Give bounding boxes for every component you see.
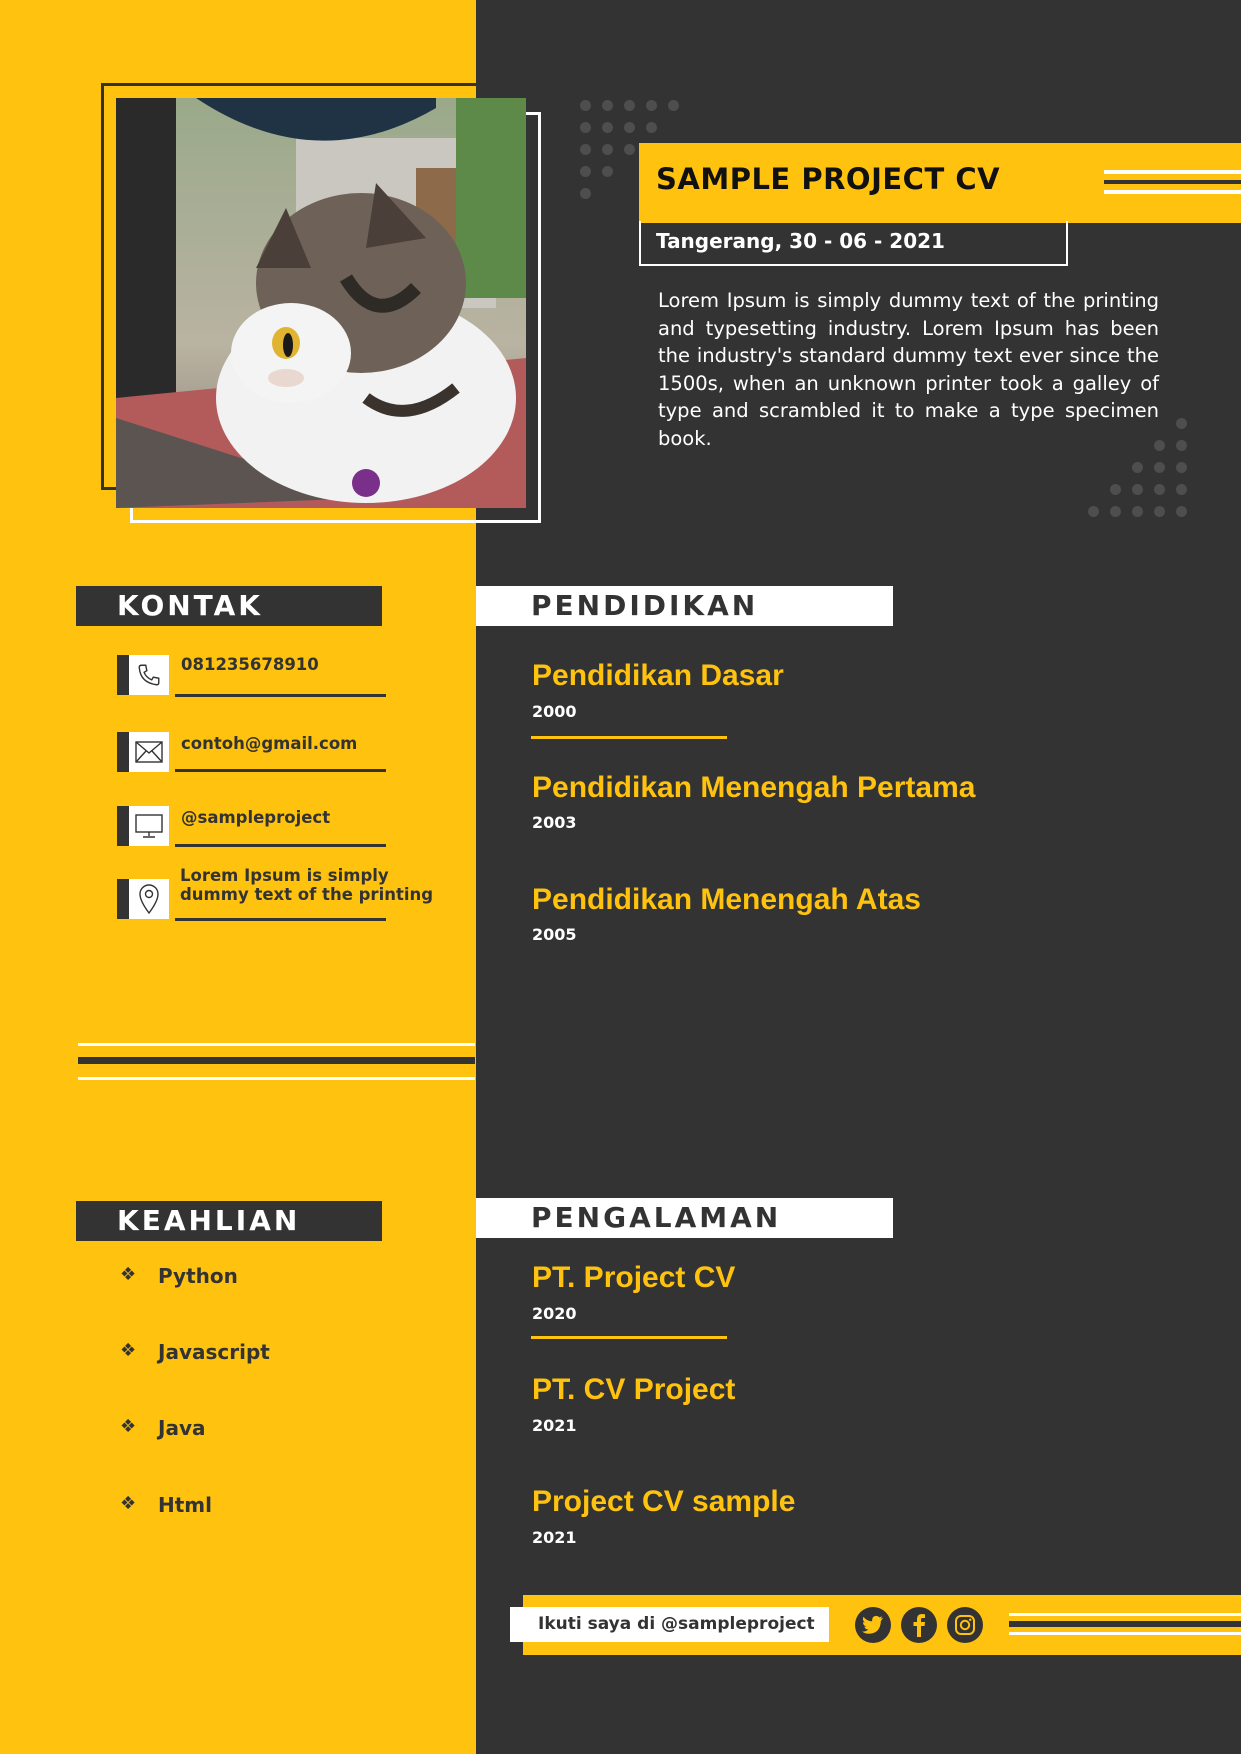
phone-icon <box>129 655 169 695</box>
experience-year: 2020 <box>532 1304 577 1323</box>
date-text: Tangerang, 30 - 06 - 2021 <box>656 229 945 253</box>
contact-underline <box>175 694 386 697</box>
education-title: Pendidikan Menengah Pertama <box>532 771 976 804</box>
title-stripe-light-2 <box>1104 190 1241 194</box>
monitor-icon <box>129 806 169 846</box>
skills-heading: KEAHLIAN <box>76 1201 382 1241</box>
experience-heading: PENGALAMAN <box>476 1198 893 1238</box>
experience-title: PT. Project CV <box>532 1261 736 1294</box>
mail-icon <box>129 732 169 772</box>
twitter-icon[interactable] <box>855 1607 891 1643</box>
left-divider-dark <box>78 1057 475 1064</box>
education-year: 2000 <box>532 702 577 721</box>
page-title: SAMPLE PROJECT CV <box>656 162 1001 196</box>
diamond-bullet-icon: ❖ <box>120 1493 137 1514</box>
contact-social-text: @sampleproject <box>181 808 331 827</box>
facebook-icon[interactable] <box>901 1607 937 1643</box>
experience-underline <box>531 1336 727 1339</box>
diamond-bullet-icon: ❖ <box>120 1416 137 1437</box>
contact-underline <box>175 769 386 772</box>
contact-icon-bar <box>117 806 129 846</box>
contact-icon-bar <box>117 879 129 919</box>
title-stripe-dark <box>1104 180 1241 184</box>
left-divider-light-2 <box>78 1077 475 1080</box>
profile-photo <box>116 98 526 508</box>
title-stripe-light <box>1104 170 1241 174</box>
footer-stripe-light <box>1009 1613 1241 1616</box>
contact-address-text: Lorem Ipsum is simply dummy text of the printing <box>180 866 434 904</box>
education-title: Pendidikan Dasar <box>532 659 784 692</box>
instagram-icon[interactable] <box>947 1607 983 1643</box>
left-divider-light <box>78 1043 475 1046</box>
skill-label: Html <box>158 1493 212 1517</box>
skill-label: Javascript <box>158 1340 270 1364</box>
contact-underline <box>175 844 386 847</box>
experience-title: Project CV sample <box>532 1485 796 1518</box>
experience-title: PT. CV Project <box>532 1373 736 1406</box>
education-heading: PENDIDIKAN <box>476 586 893 626</box>
footer-follow-text: Ikuti saya di @sampleproject <box>538 1614 815 1634</box>
contact-email-text: contoh@gmail.com <box>181 734 358 753</box>
contact-icon-bar <box>117 655 129 695</box>
skill-label: Python <box>158 1264 238 1288</box>
skill-label: Java <box>158 1416 206 1440</box>
footer-stripe-light-2 <box>1009 1632 1241 1635</box>
location-pin-icon <box>129 879 169 919</box>
experience-year: 2021 <box>532 1528 577 1547</box>
education-year: 2005 <box>532 925 577 944</box>
contact-heading: KONTAK <box>76 586 382 626</box>
education-year: 2003 <box>532 813 577 832</box>
diamond-bullet-icon: ❖ <box>120 1264 137 1285</box>
education-title: Pendidikan Menengah Atas <box>532 883 921 916</box>
cat-photo-illustration <box>116 98 526 508</box>
intro-paragraph: Lorem Ipsum is simply dummy text of the printing and typesetting industry. Lorem Ipsum has been the industry's standard dummy text ever since the 1500s, when an unknown printer took a galley of type and scrambled it to make a type specimen book. <box>658 289 1159 450</box>
diamond-bullet-icon: ❖ <box>120 1340 137 1361</box>
contact-phone-text: 081235678910 <box>181 655 319 674</box>
contact-underline <box>175 918 386 921</box>
education-underline <box>531 736 727 739</box>
footer-stripe-dark <box>1009 1621 1241 1627</box>
experience-year: 2021 <box>532 1416 577 1435</box>
contact-icon-bar <box>117 732 129 772</box>
